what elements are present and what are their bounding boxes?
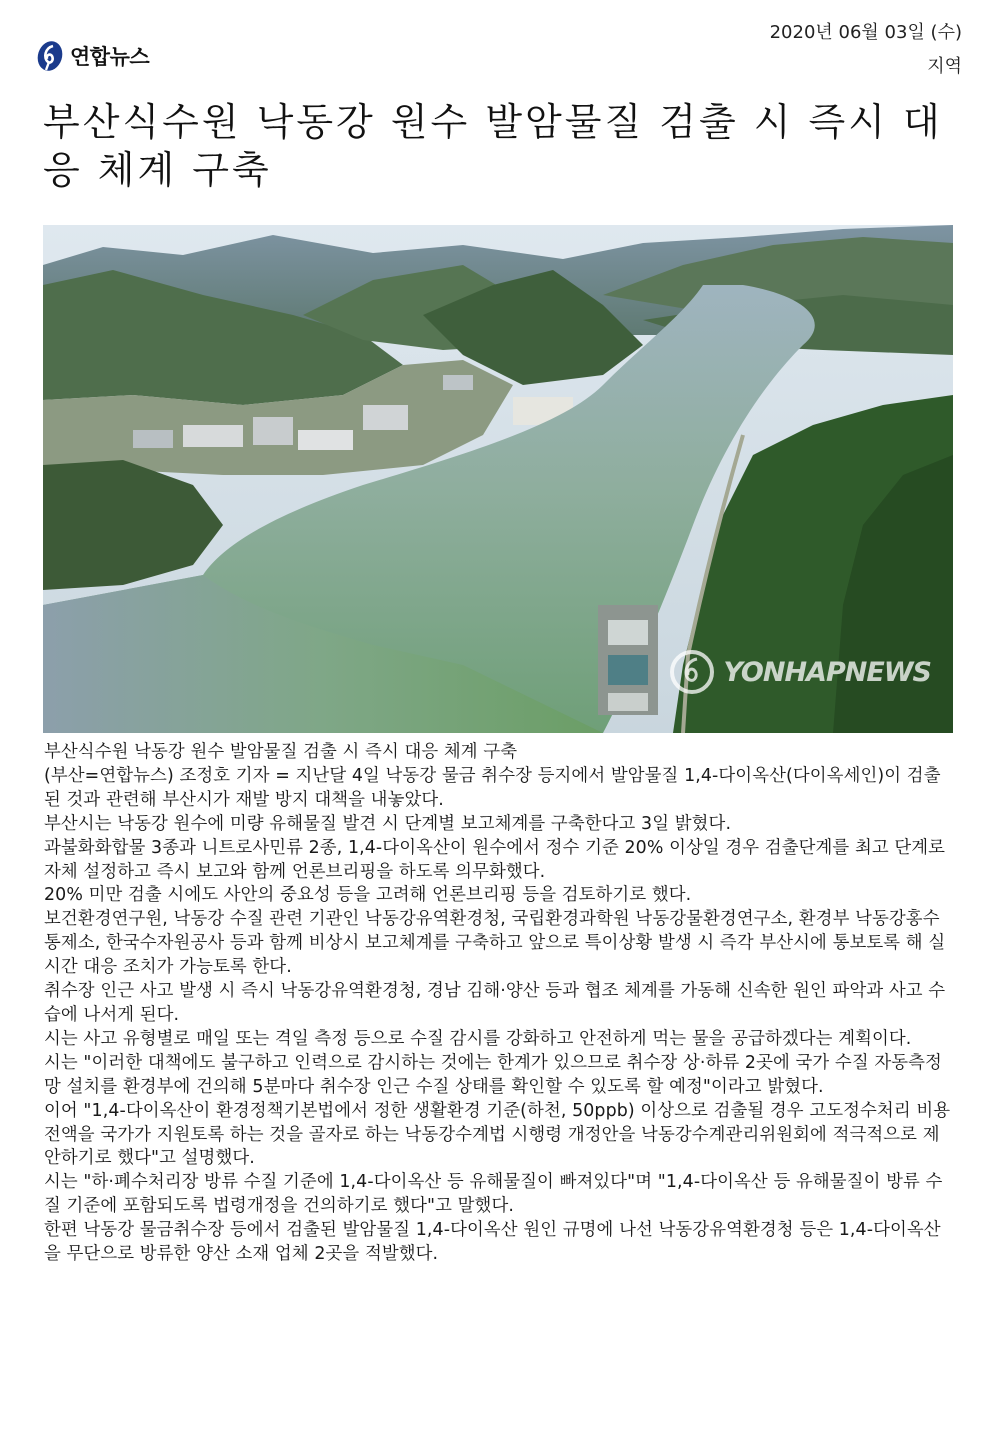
article-paragraph: 취수장 인근 사고 발생 시 즉시 낙동강유역환경청, 경남 김해·양산 등과 협조 체계를 가동해 신속한 원인 파악과 사고 수습에 나서게 된다. <box>44 981 946 1025</box>
article-paragraph: 과불화화합물 3종과 니트로사민류 2종, 1,4-다이옥산이 원수에서 정수 기준 20% 이상일 경우 검출단계를 최고 단계로 자체 설정하고 즉시 보고와 함께 언론브리핑을 하도록 의무화했다. <box>44 837 946 882</box>
article-photo <box>43 225 953 733</box>
article-paragraph: 20% 미만 검출 시에도 사안의 중요성 등을 고려해 언론브리핑 등을 검토하기로 했다. <box>44 885 692 906</box>
publish-date: 2020년 06월 03일 (수) <box>769 22 962 43</box>
article-paragraph: 부산식수원 낙동강 원수 발암물질 검출 시 즉시 대응 체계 구축 <box>44 742 518 762</box>
article-paragraph: 보건환경연구원, 낙동강 수질 관련 기관인 낙동강유역환경청, 국립환경과학원 낙동강물환경연구소, 환경부 낙동강홍수통제소, 한국수자원공사 등과 함께 비상시 보고체계를 구축하고 앞으로 특이상황 발생 시 즉각 부산시에 통보토록 해 실시간 대응 조치가 가능토록 한다. <box>44 909 946 978</box>
watermark-text: YONHAPNEWS <box>723 656 931 688</box>
yonhap-logo-icon <box>34 40 66 72</box>
section-label: 지역 <box>927 56 962 77</box>
article-paragraph: 시는 "하·폐수처리장 방류 수질 기준에 1,4-다이옥산 등 유해물질이 빠져있다"며 "1,4-다이옥산 등 유해물질이 방류 수질 기준에 포함되도록 법령개정을 건의하기로 했다"고 말했다. <box>44 1172 943 1217</box>
article-body <box>44 741 954 1267</box>
yonhap-logo <box>34 40 149 72</box>
article-headline: 부산식수원 낙동강 원수 발암물질 검출 시 즉시 대응 체계 구축 <box>43 100 943 192</box>
article-paragraph: (부산=연합뉴스) 조정호 기자 = 지난달 4일 낙동강 물금 취수장 등지에서 발암물질 1,4-다이옥산(다이옥세인)이 검출된 것과 관련해 부산시가 재발 방지 대책을 내놓았다. <box>44 765 941 810</box>
article-paragraph: 부산시는 낙동강 원수에 미량 유해물질 발견 시 단계별 보고체계를 구축한다고 3일 밝혔다. <box>44 813 732 834</box>
yonhap-watermark-icon <box>667 647 717 697</box>
article-paragraph: 시는 사고 유형별로 매일 또는 격일 측정 등으로 수질 감시를 강화하고 안전하게 먹는 물을 공급하겠다는 계획이다. <box>44 1028 912 1049</box>
photo-watermark <box>667 647 931 697</box>
brand-name: 연합뉴스 <box>70 45 150 69</box>
article-paragraph: 한편 낙동강 물금취수장 등에서 검출된 발암물질 1,4-다이옥산 원인 규명에 나선 낙동강유역환경청 등은 1,4-다이옥산을 무단으로 방류한 양산 소재 업체 2곳을 적발했다. <box>44 1220 941 1265</box>
article-paragraph: 이어 "1,4-다이옥산이 환경정책기본법에서 정한 생활환경 기준(하천, 50ppb) 이상으로 검출될 경우 고도정수처리 비용 전액을 국가가 지원토록 하는 것을 골자로 하는 낙동강수계법 시행령 개정안을 낙동강수계관리위원회에 적극적으로 제안하기로 했다"고 설명했다. <box>44 1100 951 1169</box>
article-paragraph: 시는 "이러한 대책에도 불구하고 인력으로 감시하는 것에는 한계가 있으므로 취수장 상·하류 2곳에 국가 수질 자동측정망 설치를 환경부에 건의해 5분마다 취수장 인근 수질 상태를 확인할 수 있도록 할 예정"이라고 밝혔다. <box>44 1052 942 1097</box>
